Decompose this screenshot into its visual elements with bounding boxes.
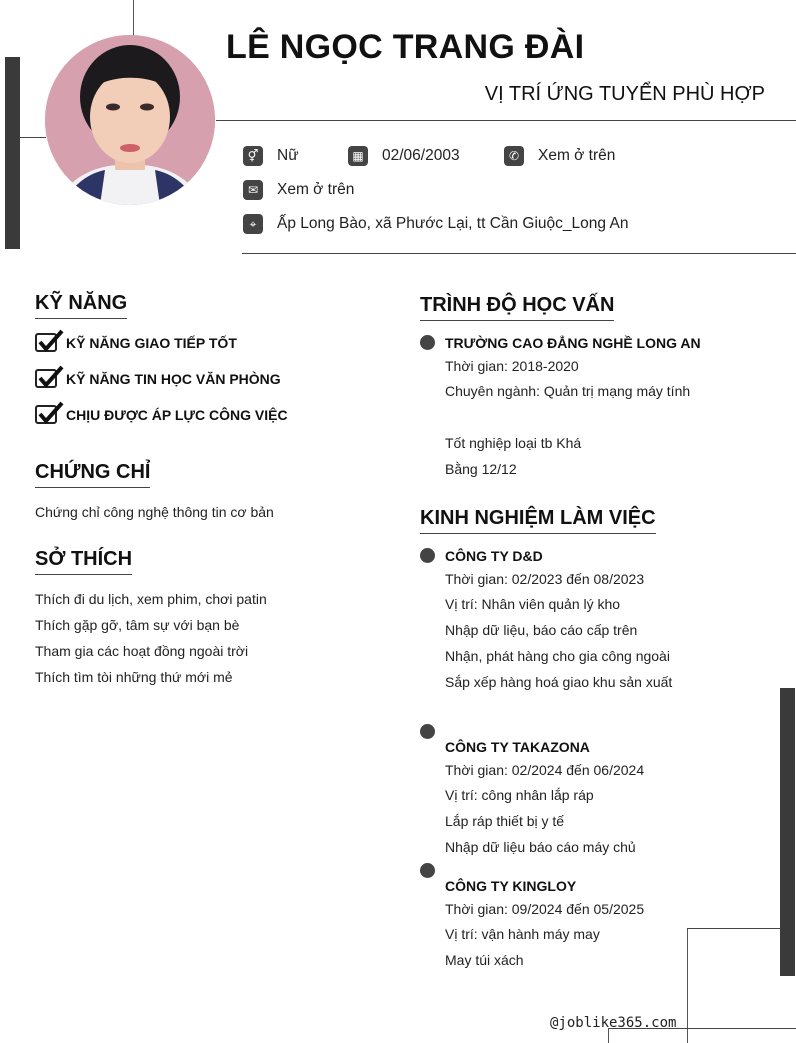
contact-gender <box>243 146 299 166</box>
skill-label: KỸ NĂNG TIN HỌC VĂN PHÒNG <box>66 370 281 387</box>
contact-divider <box>242 253 796 254</box>
checkbox-icon <box>35 369 57 388</box>
job-line: Thời gian: 02/2023 đến 08/2023 <box>445 571 645 587</box>
birthday-value: 02/06/2003 <box>382 147 460 164</box>
certificates-title: CHỨNG CHỈ <box>35 461 150 488</box>
education-line: Thời gian: 2018-2020 <box>445 358 579 374</box>
company-name: CÔNG TY TAKAZONA <box>445 739 590 755</box>
location-icon: ⌖ <box>243 214 263 234</box>
education-line: Bằng 12/12 <box>445 461 517 477</box>
hobbies-title: SỞ THÍCH <box>35 548 132 575</box>
phone-value: Xem ở trên <box>538 147 616 164</box>
school-name: TRƯỜNG CAO ĐẲNG NGHỀ LONG AN <box>445 335 701 351</box>
contact-email <box>243 180 354 200</box>
skills-title: KỸ NĂNG <box>35 292 127 319</box>
skill-label: KỸ NĂNG GIAO TIẾP TỐT <box>66 334 237 351</box>
job-line: Vị trí: Nhân viên quản lý kho <box>445 596 621 612</box>
contact-phone <box>504 146 615 166</box>
company-name: CÔNG TY D&D <box>445 548 543 564</box>
header-divider <box>216 120 796 121</box>
job-line: Nhận, phát hàng cho gia công ngoài <box>445 648 670 664</box>
certificate-item: Chứng chỉ công nghệ thông tin cơ bản <box>35 504 274 520</box>
email-icon: ✉ <box>243 180 263 200</box>
gender-value: Nữ <box>277 147 299 164</box>
hobby-item: Thích đi du lịch, xem phim, chơi patin <box>35 591 267 607</box>
company-name: CÔNG TY KINGLOY <box>445 878 577 894</box>
education-title: TRÌNH ĐỘ HỌC VẤN <box>420 294 614 321</box>
avatar <box>45 35 215 205</box>
contact-address <box>243 214 628 234</box>
timeline-dot <box>420 335 435 350</box>
position-title: VỊ TRÍ ỨNG TUYỂN PHÙ HỢP <box>484 83 765 105</box>
checkbox-icon <box>35 333 57 352</box>
checkbox-icon <box>35 405 57 424</box>
job-line: Lắp ráp thiết bị y tế <box>445 813 565 829</box>
job-line: Thời gian: 02/2024 đến 06/2024 <box>445 762 645 778</box>
job-line: Vị trí: công nhân lắp ráp <box>445 787 594 803</box>
hobby-item: Thích tìm tòi những thứ mới mẻ <box>35 669 233 685</box>
right-accent-bar <box>780 688 795 976</box>
email-value: Xem ở trên <box>277 181 355 198</box>
timeline-dot <box>420 724 435 739</box>
skill-item <box>35 369 281 388</box>
frame-line-left <box>20 137 46 138</box>
calendar-icon: ▦ <box>348 146 368 166</box>
address-value: Ấp Long Bào, xã Phước Lại, tt Cần Giuộc_Long An <box>277 215 629 232</box>
job-line: Vị trí: vận hành máy may <box>445 926 600 942</box>
hobby-item: Thích gặp gỡ, tâm sự với bạn bè <box>35 617 240 633</box>
skill-item <box>35 405 288 424</box>
gender-icon: ⚥ <box>243 146 263 166</box>
frame-line-top <box>133 0 134 36</box>
phone-icon: ✆ <box>504 146 524 166</box>
contact-birthday <box>348 146 460 166</box>
education-line: Chuyên ngành: Quản trị mạng máy tính <box>445 383 691 399</box>
hobby-item: Tham gia các hoạt đồng ngoài trời <box>35 643 249 659</box>
skill-label: CHỊU ĐƯỢC ÁP LỰC CÔNG VIỆC <box>66 406 288 423</box>
job-line: Thời gian: 09/2024 đến 05/2025 <box>445 901 645 917</box>
job-line: May túi xách <box>445 952 524 968</box>
job-line: Nhập dữ liệu báo cáo máy chủ <box>445 839 636 855</box>
watermark: @joblike365.com <box>550 1015 677 1031</box>
experience-title: KINH NGHIỆM LÀM VIỆC <box>420 507 656 534</box>
frame-line-bottom-right-v <box>687 928 688 1043</box>
education-line: Tốt nghiệp loại tb Khá <box>445 435 582 451</box>
skill-item <box>35 333 237 352</box>
left-accent-bar <box>5 57 20 249</box>
job-line: Nhập dữ liệu, báo cáo cấp trên <box>445 622 638 638</box>
job-line: Sắp xếp hàng hoá giao khu sản xuất <box>445 674 673 690</box>
candidate-name: LÊ NGỌC TRANG ĐÀI <box>226 28 585 66</box>
timeline-dot <box>420 863 435 878</box>
frame-line-bottom-right-h <box>687 928 780 929</box>
timeline-dot <box>420 548 435 563</box>
